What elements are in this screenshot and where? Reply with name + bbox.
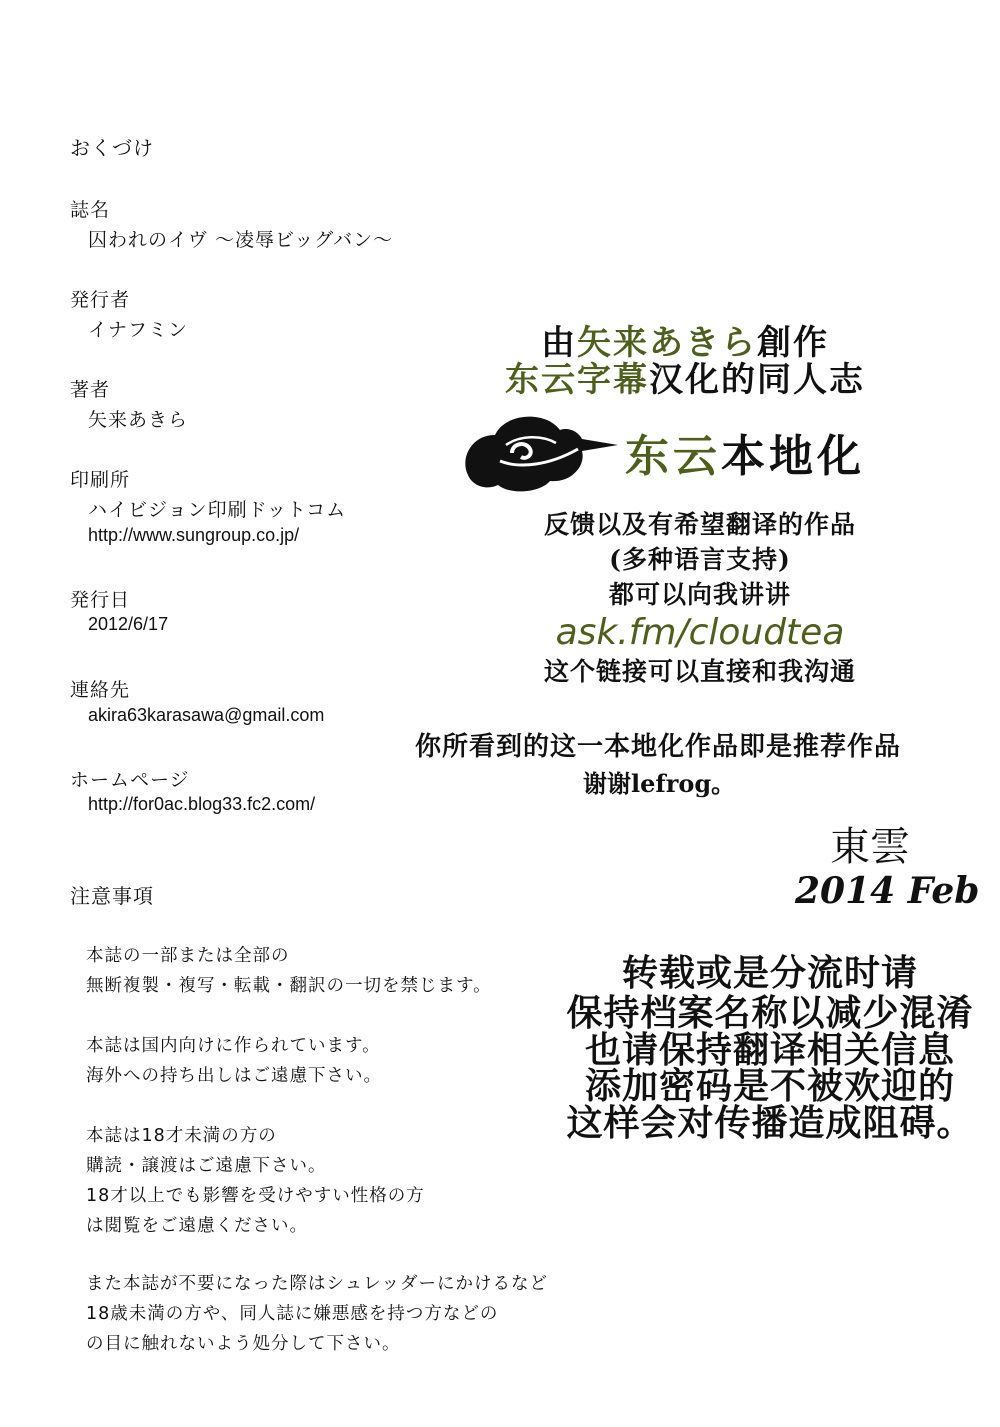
repost-line: 转载或是分流时请 [621,952,918,994]
link-note: 这个链接可以直接和我沟通 [543,657,856,686]
notice-line: は閲覧をご遠慮ください。 [86,1216,308,1236]
repost-line: 这样会对传播造成阻碍。 [566,1102,974,1144]
field-value-date: 2012/6/17 [88,614,169,634]
contact-email-link[interactable]: akira63karasawa@gmail.com [88,705,325,725]
credit-suffix: 創作 [757,323,829,363]
notice-line: の目に触れないよう処分して下さい。 [86,1334,401,1354]
brand-prefix: 东云 [625,431,721,482]
field-value-printer: ハイビジョン印刷ドットコム [88,499,347,521]
field-label-publisher: 発行者 [70,289,131,311]
brand-name [625,420,865,484]
notice-line: 本誌は国内向けに作られています。 [86,1036,381,1056]
field-label-homepage: ホームページ [70,769,190,791]
notice-line: 海外への持ち出しはご遠慮下さい。 [86,1066,382,1086]
credit-group-name: 东云字幕 [505,360,649,400]
repost-line: 也请保持翻译相关信息 [584,1029,955,1071]
repost-line: 添加密码是不被欢迎的 [584,1065,955,1107]
field-value-author: 矢来あきら [88,409,189,431]
notice-line: 18歳未満の方や、同人誌に嫌悪感を持つ方などの [86,1304,499,1324]
printer-url-link[interactable]: http://www.sungroup.co.jp/ [88,525,300,545]
credit-prefix: 由 [541,323,577,363]
repost-line: 保持档案名称以减少混淆 [566,992,974,1034]
brand-suffix: 本地化 [721,431,865,482]
credit-author-name: 矢来あきら [577,323,757,363]
askfm-link[interactable]: ask.fm/cloudtea [555,612,845,653]
field-label-title: 誌名 [70,199,111,221]
field-value-title: 囚われのイヴ ～凌辱ビッグバン～ [88,229,394,251]
recommend-line: 你所看到的这一本地化作品即是推荐作品 [415,732,902,762]
feedback-line: (多种语言支持) [609,545,791,574]
field-label-author: 著者 [70,379,111,401]
cloud-swirl-logo-icon [460,405,620,495]
field-label-contact: 連絡先 [70,679,131,701]
feedback-line: 都可以向我讲讲 [608,580,791,609]
notice-line: 本誌は18才未満の方の [86,1126,277,1146]
signature: 東雲 [830,824,910,870]
homepage-url-link[interactable]: http://for0ac.blog33.fc2.com/ [88,794,316,814]
notice-line: 本誌の一部または全部の [86,946,290,966]
notice-line: また本誌が不要になった際はシュレッダーにかけるなど [86,1274,548,1294]
credit-group-suffix: 汉化的同人志 [649,360,865,400]
credit-line-group [470,352,900,401]
thanks-line: 谢谢lefrog。 [583,769,736,798]
notice-line: 無断複製・複写・転載・翻訳の一切を禁じます。 [86,976,492,996]
field-value-publisher: イナフミン [88,319,189,341]
notice-title: 注意事項 [70,884,154,908]
notice-line: 18才以上でも影響を受けやすい性格の方 [86,1186,425,1206]
colophon-title: おくづけ [70,136,154,160]
feedback-line: 反馈以及有希望翻译的作品 [543,510,856,539]
signature-date: 2014 Feb [795,870,980,912]
notice-line: 購読・譲渡はご遠慮下さい。 [86,1156,327,1176]
field-label-date: 発行日 [70,589,131,611]
field-label-printer: 印刷所 [70,469,131,491]
